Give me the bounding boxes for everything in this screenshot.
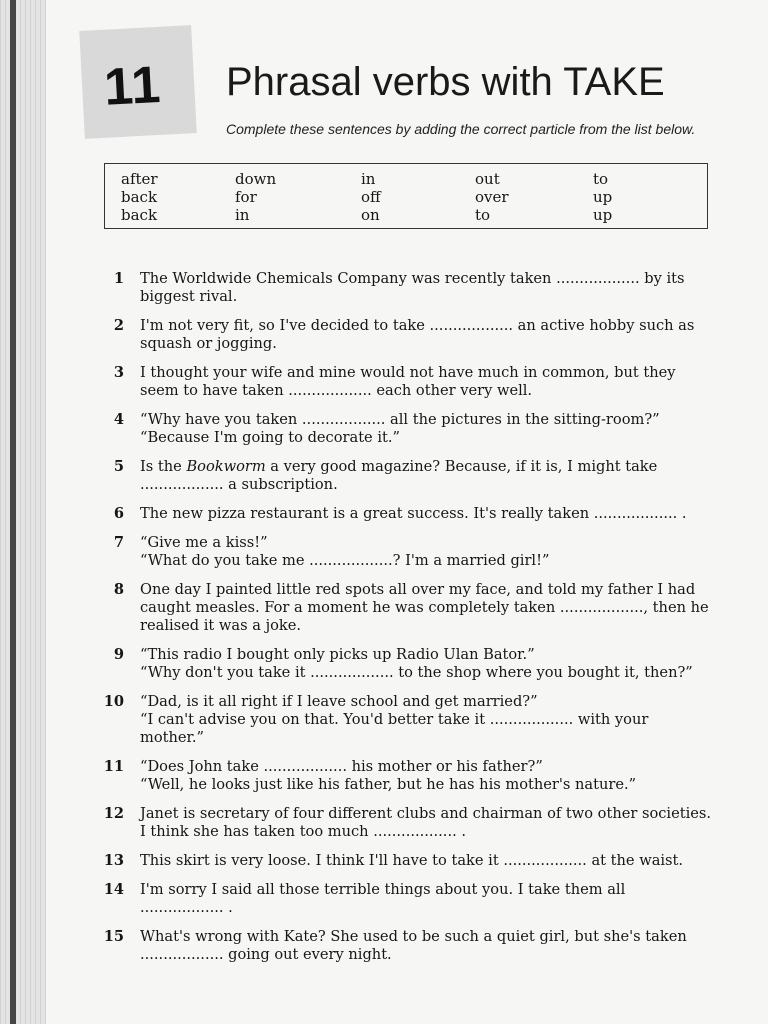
particle-word: off <box>361 188 381 206</box>
exercise-line: One day I painted little red spots all over my face, and told my father I had <box>140 581 696 598</box>
exercise-line: “Well, he looks just like his father, but he has his mother's nature.” <box>140 776 637 793</box>
page-title: Phrasal verbs with TAKE <box>226 60 665 104</box>
exercise-number: 4 <box>113 411 124 428</box>
exercise-line: The new pizza restaurant is a great success. It's really taken .................. . <box>140 505 687 522</box>
exercise-number: 14 <box>103 881 124 898</box>
particle-word: on <box>361 206 380 224</box>
particle-word: up <box>593 188 613 206</box>
exercise-number: 6 <box>113 505 124 522</box>
exercise-line: .................. . <box>140 899 233 916</box>
exercise-item <box>100 928 724 964</box>
exercise-line: “Does John take .................. his mother or his father?” <box>140 758 543 775</box>
exercise-text <box>140 928 724 964</box>
exercise-line: “Why have you taken .................. all the pictures in the sitting-room?” <box>140 411 660 428</box>
exercise-line: seem to have taken .................. each other very well. <box>140 382 533 399</box>
exercise-number: 11 <box>103 758 124 775</box>
exercise-line: I thought your wife and mine would not have much in common, but they <box>140 364 676 381</box>
exercise-text <box>140 758 724 794</box>
exercise-line: biggest rival. <box>140 288 238 305</box>
particle-word: out <box>475 170 500 188</box>
particle-word: to <box>593 170 609 188</box>
exercise-text <box>140 505 724 523</box>
exercise-line: I think she has taken too much .................. . <box>140 823 466 840</box>
exercise-number: 2 <box>113 317 124 334</box>
exercise-item <box>100 758 724 794</box>
exercise-number: 1 <box>113 270 124 287</box>
exercise-number: 3 <box>113 364 124 381</box>
particle-word: down <box>235 170 277 188</box>
exercise-text <box>140 693 724 747</box>
exercise-item <box>100 881 724 917</box>
particle-word: to <box>475 206 491 224</box>
exercise-line: “This radio I bought only picks up Radio Ulan Bator.” <box>140 646 535 663</box>
exercise-item <box>100 505 724 523</box>
exercise-line: realised it was a joke. <box>140 617 302 634</box>
particle-word: for <box>235 188 257 206</box>
exercise-line: caught measles. For a moment he was completely taken .................., then he <box>140 599 709 616</box>
exercise-item <box>100 317 724 353</box>
particle-word: back <box>121 206 158 224</box>
exercise-line: mother.” <box>140 729 204 746</box>
exercise-number: 10 <box>103 693 124 710</box>
exercise-line: The Worldwide Chemicals Company was recently taken .................. by its <box>140 270 685 287</box>
exercise-item <box>100 364 724 400</box>
instruction-text: Complete these sentences by adding the correct particle from the list below. <box>226 121 696 137</box>
particle-word: in <box>235 206 250 224</box>
particle-word: over <box>475 188 509 206</box>
exercise-line: What's wrong with Kate? She used to be such a quiet girl, but she's taken <box>140 928 687 945</box>
exercise-number: 15 <box>103 928 124 945</box>
exercise-text <box>140 317 724 353</box>
exercise-item <box>100 411 724 447</box>
exercise-text <box>140 270 724 306</box>
particle-grid <box>121 170 673 224</box>
exercise-text <box>140 458 724 494</box>
particle-word: up <box>593 206 613 224</box>
exercise-number: 7 <box>113 534 124 551</box>
particle-word: back <box>121 188 158 206</box>
exercise-number: 8 <box>113 581 124 598</box>
exercise-text <box>140 534 724 570</box>
exercise-text <box>140 581 724 635</box>
exercise-text <box>140 646 724 682</box>
exercise-number: 12 <box>103 805 124 822</box>
exercise-line: Janet is secretary of four different clubs and chairman of two other societies. <box>140 805 712 822</box>
particle-word: after <box>121 170 158 188</box>
exercise-number: 13 <box>103 852 124 869</box>
exercise-item <box>100 534 724 570</box>
exercise-item <box>100 852 724 870</box>
page-binding-edge <box>0 0 46 1024</box>
exercise-text <box>140 852 724 870</box>
exercise-line: “What do you take me ..................? I'm a married girl!” <box>140 552 550 569</box>
particle-list-box <box>104 163 708 229</box>
unit-number-badge <box>79 25 196 139</box>
exercise-line: .................. a subscription. <box>140 476 338 493</box>
exercise-line: This skirt is very loose. I think I'll have to take it .................. at the waist. <box>140 852 684 869</box>
exercise-item <box>100 581 724 635</box>
exercise-text <box>140 881 724 917</box>
exercise-item <box>100 693 724 747</box>
exercise-line: squash or jogging. <box>140 335 277 352</box>
exercise-list <box>100 270 724 975</box>
exercise-line: Is the Bookworm a very good magazine? Because, if it is, I might take <box>140 458 658 475</box>
exercise-item <box>100 458 724 494</box>
exercise-text <box>140 411 724 447</box>
unit-number: 11 <box>102 55 163 117</box>
exercise-line: “Dad, is it all right if I leave school and get married?” <box>140 693 538 710</box>
exercise-line: I'm not very fit, so I've decided to take .................. an active hobby such as <box>140 317 695 334</box>
exercise-line: “Why don't you take it .................. to the shop where you bought it, then?” <box>140 664 693 681</box>
exercise-line: .................. going out every night. <box>140 946 392 963</box>
exercise-line: I'm sorry I said all those terrible things about you. I take them all <box>140 881 626 898</box>
exercise-item <box>100 805 724 841</box>
exercise-number: 5 <box>113 458 124 475</box>
exercise-item <box>100 270 724 306</box>
exercise-text <box>140 805 724 841</box>
exercise-item <box>100 646 724 682</box>
exercise-line: “Give me a kiss!” <box>140 534 268 551</box>
exercise-number: 9 <box>113 646 124 663</box>
exercise-line: “I can't advise you on that. You'd better take it .................. with your <box>140 711 649 728</box>
exercise-text <box>140 364 724 400</box>
particle-word: in <box>361 170 376 188</box>
exercise-line: “Because I'm going to decorate it.” <box>140 429 400 446</box>
